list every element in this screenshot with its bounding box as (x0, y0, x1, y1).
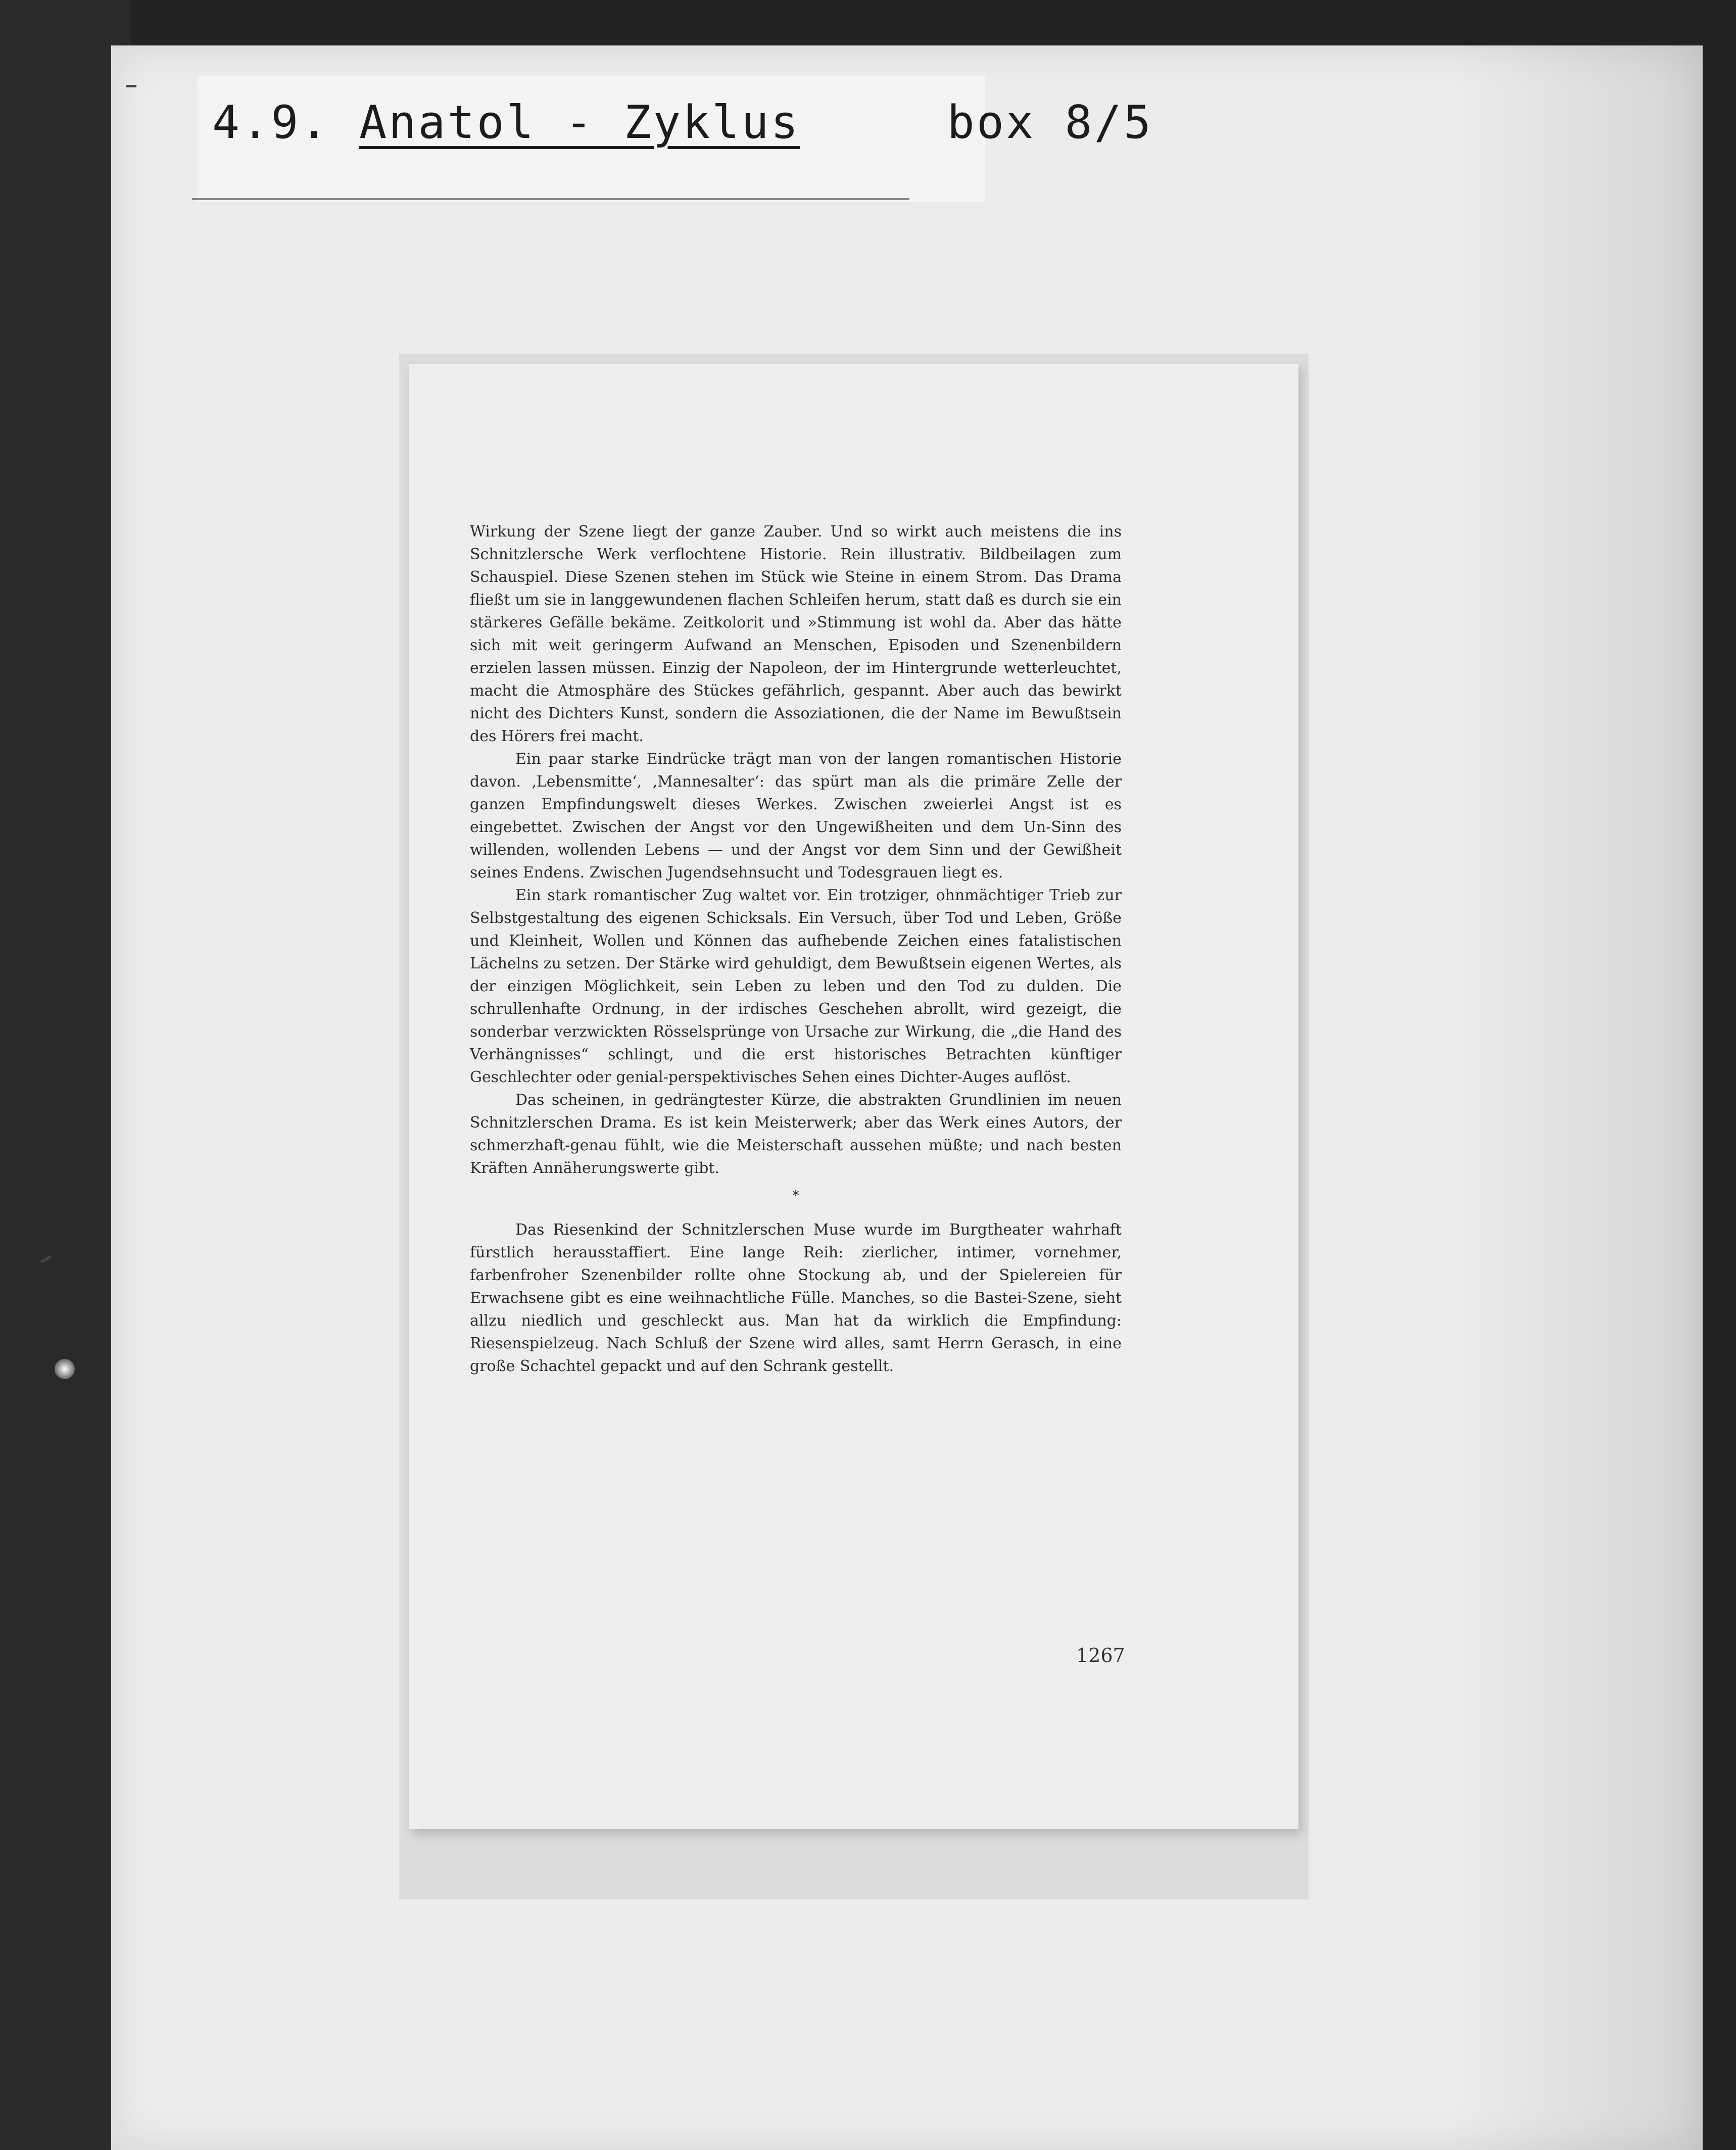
archive-label-rule (192, 198, 909, 200)
article-paragraph: Ein stark romantischer Zug waltet vor. Ein trotziger, ohnmächtiger Trieb zur Selbstgestaltung des eigenen Schicksals. Ein Versuch, über Tod und Leben, Größe und Kleinheit, Wollen und Können das aufhebende Zeichen eines fatalistischen Lächelns zu setzen. Der Stärke wird gehuldigt, dem Bewußtsein eigenen Wertes, als der einzigen Möglichkeit, sein Leben zu leben und den Tod zu dulden. Die schrullenhafte Ordnung, in der irdisches Geschehen abrollt, wird gezeigt, die sonderbar verzwickten Rösselsprünge von Ursache zur Wirkung, die „die Hand des Verhängnisses“ schlingt, und die erst historisches Betrachten künftiger Geschlechter oder genial-perspektivisches Sehen eines Dichter-Auges auflöst. (470, 887, 1122, 1086)
section-separator: * (792, 1188, 799, 1203)
article-closing-paragraph: Das Riesenkind der Schnitzlerschen Muse wurde im Burgtheater wahrhaft fürstlich herausstaffiert. Eine lange Reih: zierlicher, intimer, vornehmer, farbenfroher Szenenbilder rollte ohne Stockung ab, und der Spielereien für Erwachsene gibt es eine weihnachtliche Fülle. Manches, so die Bastei-Szene, sieht allzu niedlich und geschleckt aus. Man hat da wirklich die Empfindung: Riesenspielzeug. Nach Schluß der Szene wird alles, samt Herrn Gerasch, in eine große Schachtel gepackt und auf den Schrank gestellt. (470, 1221, 1122, 1375)
article-text (470, 520, 1122, 1378)
page-number: 1267 (1076, 1644, 1125, 1667)
archive-label-box: box 8/5 (947, 96, 1153, 149)
archive-label-title: Anatol - Zyklus (359, 96, 800, 149)
archive-label-number: 4.9. (212, 96, 330, 149)
card-shading (1450, 45, 1703, 2150)
edge-mark (126, 85, 136, 87)
dust-speck (55, 1359, 75, 1379)
article-paragraph: Wirkung der Szene liegt der ganze Zauber. Und so wirkt auch meistens die ins Schnitzlersche Werk verflochtene Historie. Rein illustrativ. Bildbeilagen zum Schauspiel. Diese Szenen stehen im Stück wie Steine in einem Strom. Das Drama fließt um sie in langgewundenen flachen Schleifen herum, statt daß es durch sie ein stärkeres Gefälle bekäme. Zeitkolorit und »Stimmung ist wohl da. Aber das hätte sich mit weit geringerm Aufwand an Menschen, Episoden und Szenenbildern erzielen lassen müssen. Einzig der Napoleon, der im Hintergrunde wetterleuchtet, macht die Atmosphäre des Stückes gefährlich, gespannt. Aber auch das bewirkt nicht des Dichters Kunst, sondern die Assoziationen, die der Name im Bewußtsein des Hörers frei macht. (470, 523, 1122, 745)
archive-label (212, 96, 1153, 149)
article-paragraph: Ein paar starke Eindrücke trägt man von der langen romantischen Historie davon. ‚Lebensmitte‘, ‚Mannesalter‘: das spürt man als die primäre Zelle der ganzen Empfindungswelt dieses Werkes. Zwischen zweierlei Angst ist es eingebettet. Zwischen der Angst vor den Ungewißheiten und dem Un-Sinn des willenden, wollenden Lebens — und der Angst vor dem Sinn und der Gewißheit seines Endens. Zwischen Jugendsehnsucht und Todesgrauen liegt es. (470, 750, 1122, 882)
article-paragraph: Das scheinen, in gedrängtester Kürze, die abstrakten Grundlinien im neuen Schnitzlerschen Drama. Es ist kein Meisterwerk; aber das Werk eines Autors, der schmerzhaft-genau fühlt, wie die Meisterschaft aussehen müßte; und nach besten Kräften Annäherungswerte gibt. (470, 1091, 1122, 1177)
